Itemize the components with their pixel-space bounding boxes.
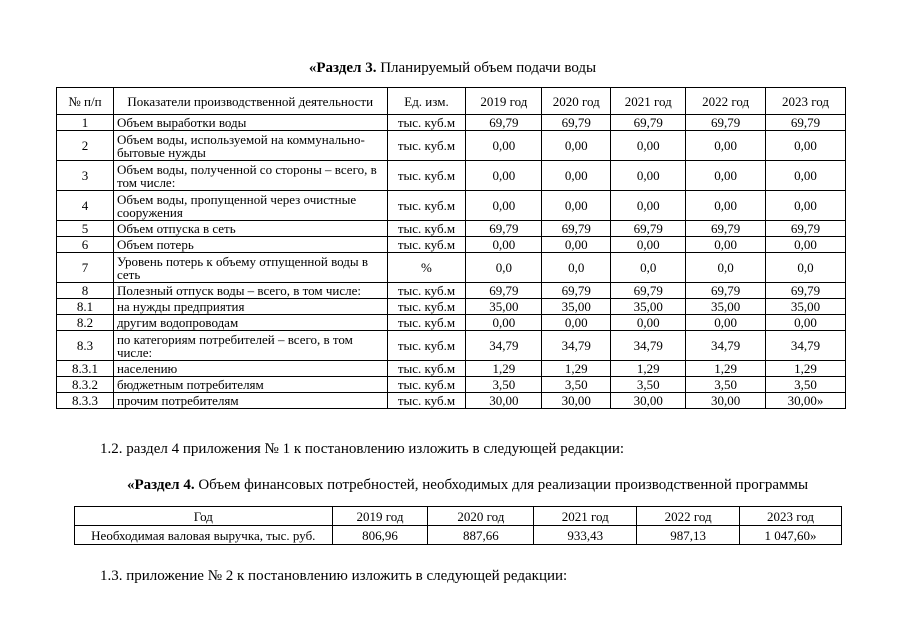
value-cell: 1,29 [466,361,542,377]
value-cell: 30,00 [542,393,611,409]
value-cell: 1,29 [686,361,766,377]
table-row [57,283,846,299]
value-cell: 30,00 [466,393,542,409]
row-number-cell: 8.3.3 [57,393,114,409]
row-number-cell: 3 [57,161,114,191]
value-cell: 0,00 [466,161,542,191]
value-cell: 0,00 [542,315,611,331]
value-cell: 3,50 [466,377,542,393]
value-cell: 933,43 [534,526,637,545]
value-cell: 0,00 [466,315,542,331]
table-row [57,393,846,409]
row-name-cell: Объем воды, полученной со стороны – всего, в том числе: [113,161,387,191]
value-cell: 3,50 [766,377,846,393]
unit-cell: тыс. куб.м [387,237,466,253]
value-cell: 69,79 [542,221,611,237]
value-cell: 35,00 [466,299,542,315]
row-name-cell: населению [113,361,387,377]
value-cell: 0,00 [611,191,686,221]
unit-cell: тыс. куб.м [387,283,466,299]
table-row [57,131,846,161]
value-cell: 0,0 [542,253,611,283]
value-cell: 0,00 [686,315,766,331]
unit-cell: тыс. куб.м [387,331,466,361]
table-row [57,361,846,377]
table-header-row [57,88,846,115]
value-cell: 1,29 [542,361,611,377]
header-cell: 2022 год [686,88,766,115]
value-cell: 35,00 [766,299,846,315]
value-cell: 0,00 [686,237,766,253]
value-cell: 0,00 [686,161,766,191]
financial-needs-table [74,506,842,545]
value-cell: 0,00 [611,315,686,331]
row-name-cell: по категориям потребителей – всего, в том числе: [113,331,387,361]
value-cell: 0,00 [542,131,611,161]
table-row [75,526,842,545]
row-number-cell: 2 [57,131,114,161]
paragraph-1-3: 1.3. приложение № 2 к постановлению изложить в следующей редакции: [100,568,568,584]
row-name-cell: на нужды предприятия [113,299,387,315]
water-supply-table [56,87,846,409]
value-cell: 69,79 [766,283,846,299]
value-cell: 0,00 [466,237,542,253]
value-cell: 0,00 [466,191,542,221]
value-cell: 987,13 [637,526,740,545]
paragraph-1-2: 1.2. раздел 4 приложения № 1 к постановлению изложить в следующей редакции: [100,441,625,457]
unit-cell: тыс. куб.м [387,221,466,237]
value-cell: 34,79 [686,331,766,361]
table-row [57,191,846,221]
section4-title-rest: Объем финансовых потребностей, необходимых для реализации производственной программы [194,477,809,493]
value-cell: 69,79 [686,115,766,131]
value-cell: 0,00 [466,131,542,161]
value-cell: 69,79 [542,283,611,299]
unit-cell: тыс. куб.м [387,191,466,221]
value-cell: 0,00 [542,161,611,191]
row-name-cell: Объем воды, используемой на коммунально-бытовые нужды [113,131,387,161]
row-number-cell: 8.3.1 [57,361,114,377]
value-cell: 0,00 [766,161,846,191]
unit-cell: % [387,253,466,283]
value-cell: 1,29 [766,361,846,377]
row-number-cell: 8.2 [57,315,114,331]
value-cell: 30,00» [766,393,846,409]
value-cell: 69,79 [766,221,846,237]
value-cell: 0,00 [766,131,846,161]
value-cell: 69,79 [466,221,542,237]
value-cell: 887,66 [428,526,534,545]
value-cell: 34,79 [611,331,686,361]
row-name-cell: Необходимая валовая выручка, тыс. руб. [75,526,333,545]
value-cell: 0,0 [766,253,846,283]
value-cell: 0,0 [466,253,542,283]
header-cell: 2023 год [740,507,842,526]
unit-cell: тыс. куб.м [387,361,466,377]
header-cell: 2019 год [466,88,542,115]
row-number-cell: 4 [57,191,114,221]
table-row [57,115,846,131]
row-name-cell: другим водопроводам [113,315,387,331]
value-cell: 69,79 [766,115,846,131]
value-cell: 69,79 [466,283,542,299]
value-cell: 34,79 [542,331,611,361]
header-cell: 2019 год [332,507,428,526]
row-number-cell: 8.1 [57,299,114,315]
value-cell: 69,79 [542,115,611,131]
section4-title-bold: «Раздел 4. [127,477,195,493]
table-row [57,221,846,237]
value-cell: 0,00 [766,191,846,221]
header-cell: 2020 год [542,88,611,115]
value-cell: 0,0 [686,253,766,283]
unit-cell: тыс. куб.м [387,315,466,331]
value-cell: 35,00 [611,299,686,315]
value-cell: 1,29 [611,361,686,377]
row-number-cell: 1 [57,115,114,131]
header-cell: № п/п [57,88,114,115]
value-cell: 0,00 [542,191,611,221]
value-cell: 0,00 [611,161,686,191]
unit-cell: тыс. куб.м [387,299,466,315]
row-name-cell: бюджетным потребителям [113,377,387,393]
row-name-cell: Объем потерь [113,237,387,253]
table-row [57,377,846,393]
row-name-cell: Объем отпуска в сеть [113,221,387,237]
value-cell: 69,79 [466,115,542,131]
value-cell: 69,79 [686,283,766,299]
value-cell: 30,00 [611,393,686,409]
value-cell: 30,00 [686,393,766,409]
section3-title-bold: «Раздел 3. [308,60,377,76]
unit-cell: тыс. куб.м [387,393,466,409]
table-row [57,253,846,283]
row-number-cell: 6 [57,237,114,253]
value-cell: 35,00 [542,299,611,315]
value-cell: 69,79 [686,221,766,237]
value-cell: 34,79 [766,331,846,361]
value-cell: 35,00 [686,299,766,315]
unit-cell: тыс. куб.м [387,377,466,393]
row-name-cell: прочим потребителям [113,393,387,409]
row-number-cell: 5 [57,221,114,237]
header-cell: Показатели производственной деятельности [113,88,387,115]
value-cell: 0,00 [766,237,846,253]
header-cell: 2020 год [428,507,534,526]
row-number-cell: 8 [57,283,114,299]
value-cell: 806,96 [332,526,428,545]
table-row [57,299,846,315]
table-row [57,331,846,361]
value-cell: 0,00 [542,237,611,253]
value-cell: 0,00 [686,191,766,221]
table-row [57,237,846,253]
unit-cell: тыс. куб.м [387,161,466,191]
header-cell: 2021 год [611,88,686,115]
row-name-cell: Объем выработки воды [113,115,387,131]
row-name-cell: Объем воды, пропущенной через очистные сооружения [113,191,387,221]
value-cell: 3,50 [542,377,611,393]
header-cell: Год [75,507,333,526]
value-cell: 69,79 [611,221,686,237]
row-number-cell: 8.3.2 [57,377,114,393]
row-number-cell: 8.3 [57,331,114,361]
value-cell: 3,50 [611,377,686,393]
row-number-cell: 7 [57,253,114,283]
section4-title [127,477,808,494]
value-cell: 0,00 [611,237,686,253]
value-cell: 0,00 [686,131,766,161]
section3-title [0,60,905,77]
value-cell: 0,0 [611,253,686,283]
row-name-cell: Полезный отпуск воды – всего, в том числе: [113,283,387,299]
value-cell: 0,00 [766,315,846,331]
table-row [57,161,846,191]
section3-title-rest: Планируемый объем подачи воды [376,60,597,76]
header-cell: Ед. изм. [387,88,466,115]
header-cell: 2021 год [534,507,637,526]
value-cell: 34,79 [466,331,542,361]
row-name-cell: Уровень потерь к объему отпущенной воды в сеть [113,253,387,283]
table-header-row [75,507,842,526]
value-cell: 69,79 [611,115,686,131]
value-cell: 3,50 [686,377,766,393]
value-cell: 69,79 [611,283,686,299]
unit-cell: тыс. куб.м [387,115,466,131]
unit-cell: тыс. куб.м [387,131,466,161]
header-cell: 2022 год [637,507,740,526]
value-cell: 1 047,60» [740,526,842,545]
table-row [57,315,846,331]
value-cell: 0,00 [611,131,686,161]
header-cell: 2023 год [766,88,846,115]
